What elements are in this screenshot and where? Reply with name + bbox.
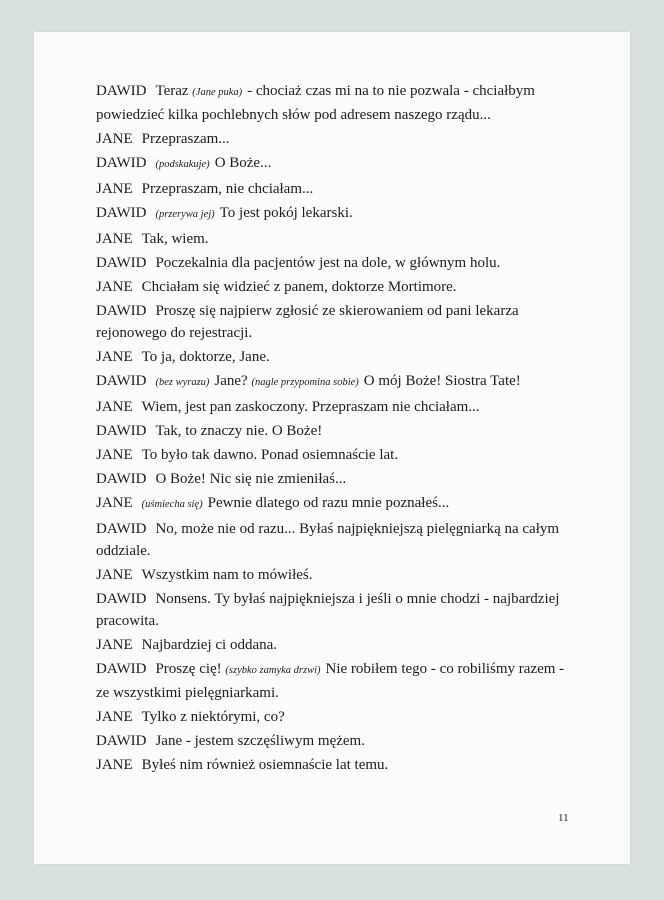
dialogue-text: Proszę się najpierw zgłosić ze skierowaniem od pani lekarza rejonowego do rejestracji. (96, 303, 519, 341)
dialogue-text: Tak, to znaczy nie. O Boże! (155, 423, 323, 439)
speaker-name: DAWID (96, 591, 147, 607)
speaker-name: JANE (96, 567, 133, 583)
speaker-name: DAWID (96, 521, 147, 537)
speaker-name: DAWID (96, 471, 147, 487)
page-number: 11 (558, 812, 569, 824)
dialogue-text: - chociaż czas mi na to nie pozwala - chciałbym powiedzieć kilka pochlebnych słów pod adresem naszego rządu... (96, 83, 535, 123)
speaker-name: JANE (96, 181, 133, 197)
dialogue-line (96, 492, 576, 516)
dialogue-line (96, 346, 576, 368)
dialogue-text: Jane? (214, 373, 252, 389)
dialogue-text: Nie robiłem tego - co robiliśmy razem - ze wszystkimi pielęgniarkami. (96, 661, 565, 701)
dialogue-line (96, 370, 576, 394)
dialogue-text: Przepraszam... (141, 131, 230, 147)
speaker-name: DAWID (96, 303, 147, 319)
speaker-name: DAWID (96, 155, 147, 171)
dialogue-text: Najbardziej ci oddana. (141, 637, 278, 653)
dialogue-text: O Boże... (214, 155, 272, 171)
dialogue-line (96, 518, 576, 562)
stage-direction: (Jane puka) (192, 87, 243, 98)
dialogue-text: To ja, doktorze, Jane. (141, 349, 270, 365)
dialogue-text: Tylko z niektórymi, co? (141, 709, 285, 725)
stage-direction: (szybko zamyka drzwi) (225, 665, 321, 676)
dialogue-text: To było tak dawno. Ponad osiemnaście lat. (141, 447, 399, 463)
dialogue-line (96, 658, 576, 704)
dialogue-line (96, 152, 576, 176)
dialogue-line (96, 564, 576, 586)
speaker-name: JANE (96, 757, 133, 773)
speaker-name: DAWID (96, 83, 147, 99)
speaker-name: DAWID (96, 661, 147, 677)
speaker-name: JANE (96, 709, 133, 725)
dialogue-line (96, 396, 576, 418)
dialogue-text: Proszę cię! (155, 661, 226, 677)
dialogue-text: Wszystkim nam to mówiłeś. (141, 567, 313, 583)
speaker-name: DAWID (96, 255, 147, 271)
dialogue-line (96, 276, 576, 298)
dialogue-line (96, 730, 576, 752)
dialogue-text: Pewnie dlatego od razu mnie poznałeś... (207, 495, 450, 511)
speaker-name: DAWID (96, 373, 147, 389)
dialogue-line (96, 300, 576, 344)
dialogue-text: O Boże! Nic się nie zmieniłaś... (155, 471, 347, 487)
dialogue-text: O mój Boże! Siostra Tate! (363, 373, 521, 389)
stage-direction: (nagle przypomina sobie) (251, 377, 359, 388)
speaker-name: JANE (96, 399, 133, 415)
dialogue-line (96, 252, 576, 274)
dialogue-text: Chciałam się widzieć z panem, doktorze Mortimore. (141, 279, 457, 295)
speaker-name: JANE (96, 279, 133, 295)
dialogue-line (96, 80, 576, 126)
dialogue-text: Poczekalnia dla pacjentów jest na dole, w głównym holu. (155, 255, 501, 271)
dialogue-text: Byłeś nim również osiemnaście lat temu. (141, 757, 389, 773)
stage-direction: (bez wyrazu) (155, 377, 210, 388)
dialogue-line (96, 468, 576, 490)
dialogue-line (96, 634, 576, 656)
document-page (34, 32, 630, 864)
dialogue-text: Teraz (155, 83, 193, 99)
dialogue-text: Tak, wiem. (141, 231, 209, 247)
speaker-name: JANE (96, 637, 133, 653)
speaker-name: JANE (96, 495, 133, 511)
dialogue-line (96, 128, 576, 150)
dialogue-line (96, 420, 576, 442)
stage-direction: (uśmiecha się) (141, 499, 203, 510)
speaker-name: JANE (96, 231, 133, 247)
dialogue-line (96, 202, 576, 226)
dialogue-line (96, 178, 576, 200)
speaker-name: DAWID (96, 423, 147, 439)
stage-direction: (podskakuje) (155, 159, 210, 170)
dialogue-line (96, 588, 576, 632)
dialogue-text: Przepraszam, nie chciałam... (141, 181, 314, 197)
script-body (96, 80, 576, 778)
dialogue-text: Jane - jestem szczęśliwym mężem. (155, 733, 365, 749)
dialogue-line (96, 754, 576, 776)
speaker-name: DAWID (96, 205, 147, 221)
dialogue-line (96, 444, 576, 466)
dialogue-line (96, 228, 576, 250)
speaker-name: JANE (96, 447, 133, 463)
dialogue-text: Wiem, jest pan zaskoczony. Przepraszam nie chciałam... (141, 399, 480, 415)
speaker-name: JANE (96, 131, 133, 147)
speaker-name: DAWID (96, 733, 147, 749)
dialogue-text: No, może nie od razu... Byłaś najpiękniejszą pielęgniarką na całym oddziale. (96, 521, 560, 559)
dialogue-line (96, 706, 576, 728)
dialogue-text: To jest pokój lekarski. (219, 205, 353, 221)
speaker-name: JANE (96, 349, 133, 365)
stage-direction: (przerywa jej) (155, 209, 215, 220)
dialogue-text: Nonsens. Ty byłaś najpiękniejsza i jeśli o mnie chodzi - najbardziej pracowita. (96, 591, 560, 629)
